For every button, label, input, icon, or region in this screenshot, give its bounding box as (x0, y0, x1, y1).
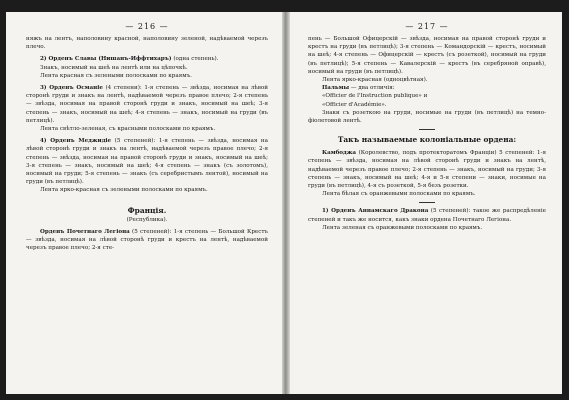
page-number: — 217 — (405, 22, 449, 31)
order-title: 1) Орденъ Аннамскаго Дракона (322, 208, 429, 215)
ribbon-paragraph: Лента свѣтло-зеленая, съ красными полосками по краямъ. (40, 126, 216, 133)
paragraph: Знаки съ розеткою на груди, носимые на груди (въ петлицѣ) на темно-фіолетовой лентѣ. (308, 109, 546, 125)
order-title: 4) Орденъ Меджидіе (40, 138, 112, 145)
section-heading: Такъ называемые колоніальные ордена: (337, 135, 517, 145)
ribbon-paragraph: Лента бѣлая съ оранжевыми полосками по краямъ. (322, 191, 476, 198)
palms-text: — два отличія: (349, 85, 395, 92)
page-number: — 216 — (125, 22, 169, 31)
order-paragraph (26, 137, 268, 186)
order-paragraph (308, 149, 546, 190)
right-page-content (308, 22, 546, 232)
ribbon-paragraph: Лента ярко-красная (одноцвѣтная). (322, 77, 428, 84)
ribbon-paragraph: Лента ярко-красная съ зелеными полосками по краямъ. (40, 187, 208, 194)
order-text: (5 степеней): такое же распредѣленіе степеней и такъ же носится, какъ знаки ордена Почетнаго Легіона. (308, 208, 546, 223)
palms-item: «Officier d'Académie». (322, 101, 387, 108)
book-gutter (282, 12, 290, 394)
order-text: (одна степень). (171, 56, 219, 63)
order-title: 2) Орденъ Славы (Нишанъ-Иффтихаръ) (40, 56, 172, 63)
palms-item: «Officier de l'Instruction publique» и (322, 93, 428, 100)
palms-paragraph (308, 84, 546, 92)
section-heading: Франція. (127, 205, 167, 215)
paragraph: пень — Большой Офицерскій — звѣзда, носимая на правой сторонѣ груди и крестъ на груди (въ петлицѣ); 3-я степень — Командорскій — крестъ, носимый на шеѣ; 4-я степень — Офицерскій — крестъ (съ розеткой), носимый на груди (въ петлицѣ); 5-я степень — Кавалерскій — крестъ (въ серебряной оправѣ), носимый на груди (въ петлицѣ). (308, 36, 546, 75)
order-title: 3) Орденъ Османіе (40, 85, 103, 92)
left-page (6, 12, 282, 394)
palms-title: Пальмы (322, 85, 350, 92)
order-text: (4 степени): 1-я степень — звѣзда, носимая на лѣвой сторонѣ груди и знакъ на лентѣ, надѣваемой черезъ правое плечо; 2-я степень — звѣзда, носимая на правой сторонѣ груди и знакъ, носимый на шеѣ; 3-я степень — знакъ, носимый на шеѣ; 4-я степень — знакъ, носимый на груди (въ петлицѣ). (26, 85, 268, 124)
paragraph: Знакъ, носимый на шеѣ на лентѣ или на цѣпочкѣ. (40, 64, 188, 71)
order-title: Орденъ Почетнаго Легіона (40, 228, 130, 235)
left-page-content (26, 22, 268, 252)
order-paragraph (308, 207, 546, 223)
paragraph: няжъ на лентъ, наполовину красной, наполовину зеленой, надѣваемой черезъ плечо. (26, 36, 268, 51)
divider (419, 129, 435, 130)
ribbon-paragraph: Лента зеленая съ оранжевыми полосками по краямъ. (322, 224, 483, 231)
right-page (290, 12, 562, 394)
order-paragraph (26, 55, 268, 63)
order-text: (Королевство, подъ протекторатомъ Франціи) 5 степеней: 1-я степень — звѣзда, носимая на лѣвой сторонѣ груди и знакъ на лентѣ, надѣваемой черезъ правое плечо; 2-я степень — знакъ, носимый на груди; 3-я степень — знакъ, носимый на шеѣ; 4-я и 5-я степени — знаки, носимые на груди (въ петлицѣ), 4-я съ розеткой, 5-я безъ розетки. (308, 150, 546, 190)
divider (419, 202, 435, 203)
section-subheading: (Республика). (126, 216, 168, 223)
order-paragraph (26, 228, 268, 253)
order-text: (5 степеней): 1-я степень — Большой Крестъ — звѣзда, носимая на лѣвой сторонѣ груди и крестъ на лентѣ, надѣваемой черезъ правое плечо; 2-я сте- (26, 228, 268, 252)
order-text: (5 степеней): 1-я степень — звѣзда, носимая на лѣвой сторонѣ груди и знакъ на лентѣ, надѣваемой черезъ правое плечо; 2-я степень — звѣзда, носимая на правой сторонѣ груди и знакъ, носимый на шеѣ; 3-я степень — знакъ, носимый на шеѣ; 4-я степень — знакъ (съ золотомъ), носимый на груди; 5-я степень — знакъ (съ серебристымъ лентой), носимый на груди (въ петлицѣ). (26, 138, 268, 186)
order-title: Камбоджа (322, 150, 357, 157)
ribbon-paragraph: Лента красная съ зелеными полосками по краямъ. (40, 72, 192, 79)
order-paragraph (26, 84, 268, 125)
